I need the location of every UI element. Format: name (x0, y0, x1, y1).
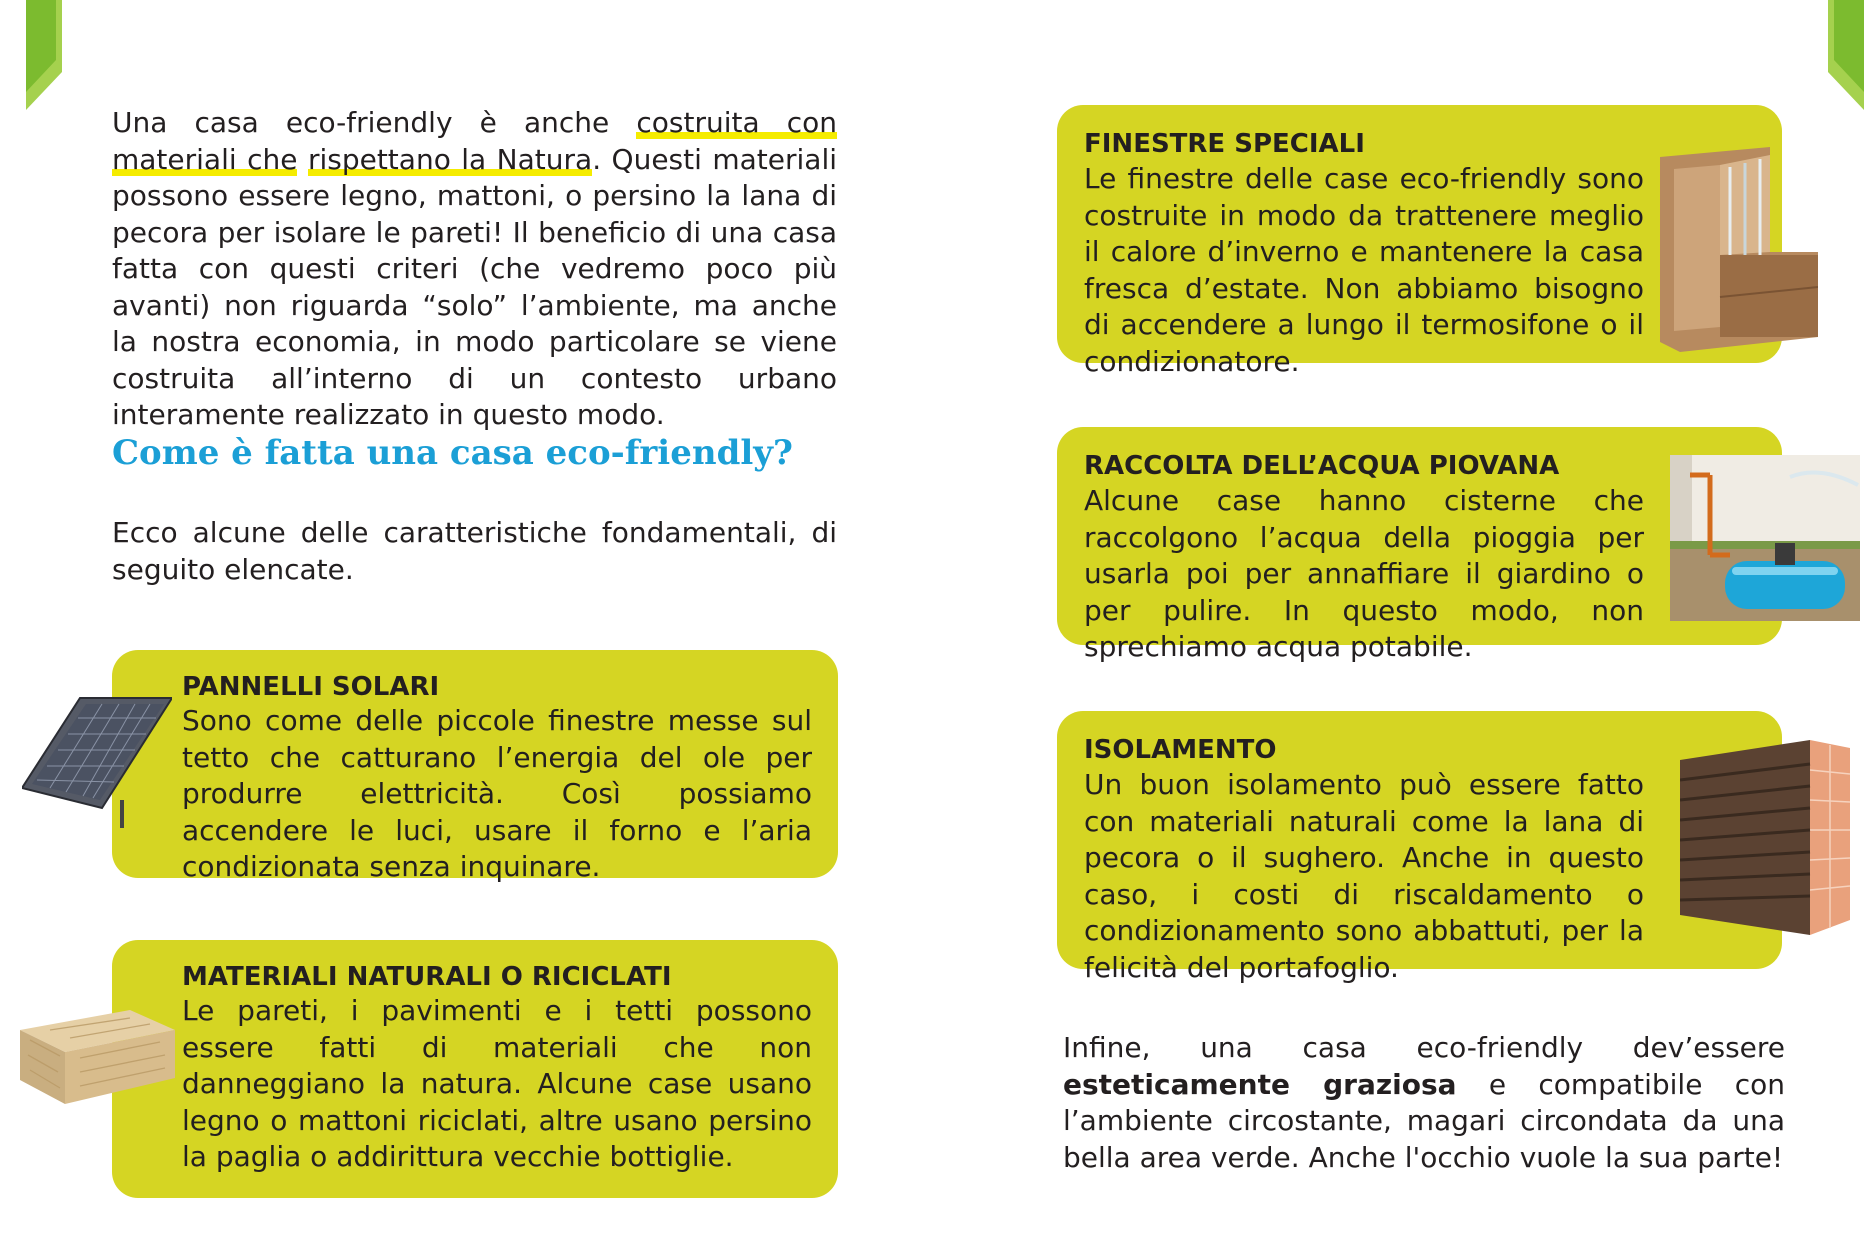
solar-panel-image (22, 688, 172, 836)
corner-decoration-left (26, 0, 62, 112)
intro-paragraph (112, 105, 837, 434)
intro-highlight-1: costruita con materiali che (112, 106, 838, 176)
section-heading: Come è fatta una casa eco-friendly? (112, 433, 793, 473)
box-text-rainwater: Alcune case hanno cisterne che raccolgono l’acqua della pioggia per usarla poi per annaffiare il giardino o per pulire. In questo modo, non sprechiamo acqua potabile. (1084, 484, 1644, 663)
closing-paragraph (1063, 1030, 1785, 1176)
closing-text-end: e compatibile con l’ambiente circostante, magari circondata da una bella area verde. Anche l'occhio vuole la sua parte! (1063, 1067, 1785, 1174)
box-text-solar: Sono come delle piccole finestre messe sul tetto che catturano l’energia del ole per produrre elettricità. Così possiamo accendere le luci, usare il forno e l’aria condizionata senza inquinare. (182, 704, 812, 883)
box-natural-materials (112, 940, 838, 1198)
box-text-windows: Le finestre delle case eco-friendly sono costruite in modo da trattenere meglio il calore d’inverno e mantenere la casa fresca d’estate. Non abbiamo bisogno di accendere a lungo il termosifone o il condizionatore. (1084, 162, 1644, 378)
box-title-rainwater: RACCOLTA DELL’ACQUA PIOVANA (1084, 451, 1560, 481)
lead-paragraph: Ecco alcune delle caratteristiche fondamentali, di seguito elencate. (112, 516, 837, 586)
box-solar-panels (112, 650, 838, 883)
box-title-windows: FINESTRE SPECIALI (1084, 129, 1365, 159)
closing-text-start: Infine, una casa eco-friendly dev’essere (1063, 1031, 1785, 1064)
box-text-materials: Le pareti, i pavimenti e i tetti possono essere fatti di materiali che non danneggiano la natura. Alcune case usano legno o mattoni riciclati, altre usano persino la paglia o addirittura vecchie bottiglie. (182, 994, 812, 1173)
box-title-solar: PANNELLI SOLARI (182, 672, 440, 702)
box-insulation (1057, 711, 1782, 984)
straw-bale-image (10, 1000, 180, 1110)
intro-highlight-2: rispettano la Natura (307, 142, 593, 176)
intro-text-rest: . Questi materiali possono essere legno, mattoni, o persino la lana di pecora per isolare le pareti! Il beneficio di una casa fatta con questi criteri (che vedremo poco più avanti) non riguarda “solo” l’ambiente, ma anche la nostra economia, in modo particolare se viene costruita all’interno di un contesto urbano interamente realizzato in questo modo. (112, 142, 838, 431)
corner-decoration-right (1828, 0, 1864, 112)
closing-bold: esteticamente graziosa (1063, 1067, 1457, 1101)
intro-text-start: Una casa eco-friendly è anche (112, 106, 637, 139)
box-title-materials: MATERIALI NATURALI O RICICLATI (182, 962, 672, 992)
box-title-insulation: ISOLAMENTO (1084, 735, 1277, 765)
box-text-insulation: Un buon isolamento può essere fatto con materiali naturali come la lana di pecora o il sughero. Anche in questo caso, i costi di riscaldamento o condizionamento sono abbattuti, per la felicità del portafoglio. (1084, 768, 1644, 984)
rainwater-tank-image (1670, 455, 1860, 621)
window-frame-image (1660, 147, 1818, 352)
insulation-panel-image (1680, 740, 1850, 935)
